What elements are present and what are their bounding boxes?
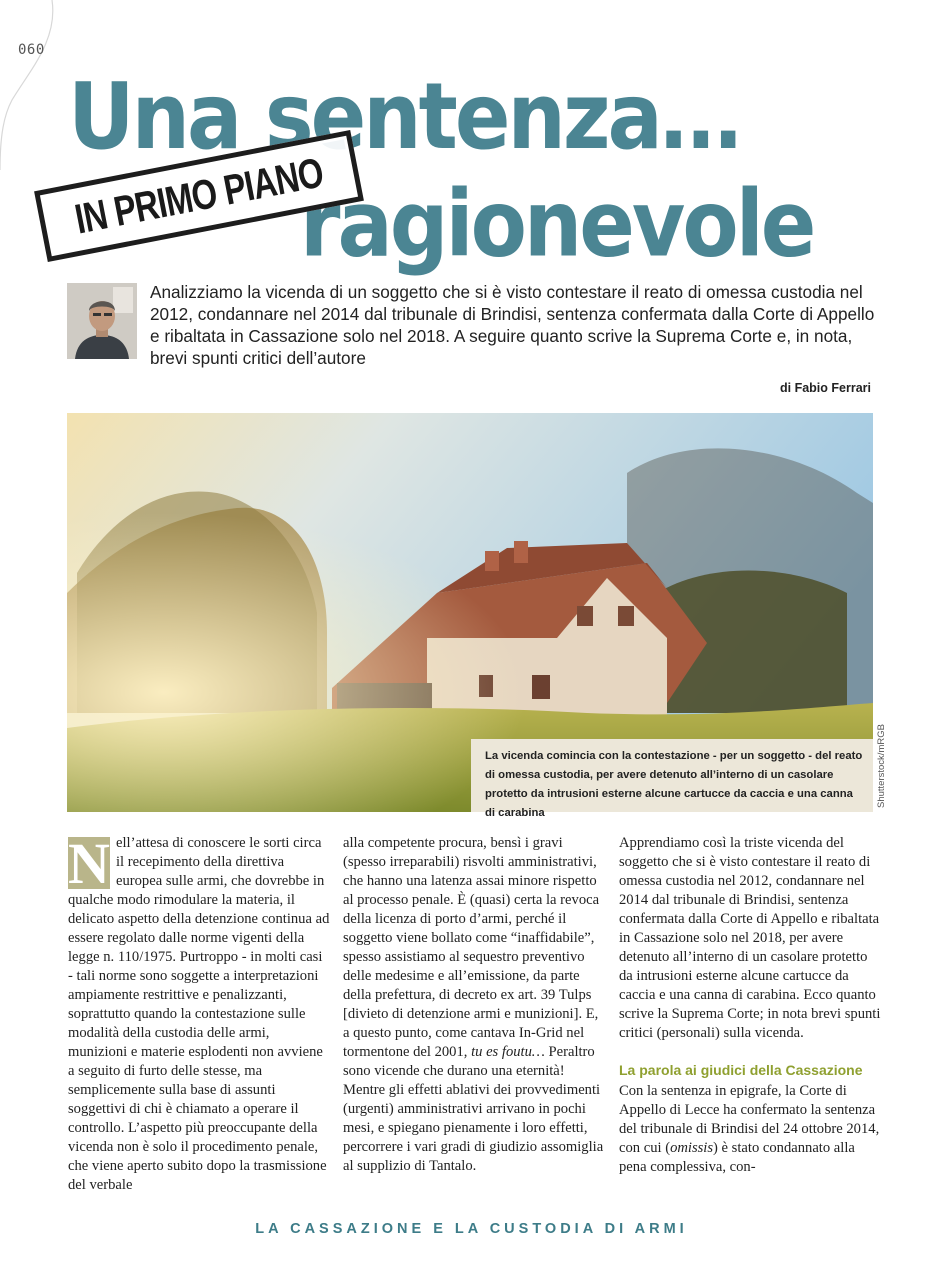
drop-cap: N <box>68 831 110 896</box>
title-line-2: ragionevole <box>300 171 814 278</box>
body-column-2 <box>343 834 605 1176</box>
page-number: 060 <box>18 42 45 58</box>
author-byline: di Fabio Ferrari <box>780 381 871 395</box>
body-paragraph: alla competente procura, bensì i gravi (spesso irreparabili) risvolti amministrativi, che hanno una latenza assai minore rispetto al processo penale. È (quasi) certa la revoca della licenza di porto d’armi, perché il soggetto viene bollato come “inaffidabile”, spesso assistiamo al sequestro preventivo delle medesime e all’emissione, da parte della prefettura, di decreto ex art. 39 Tulps [divieto di detenzione armi e munizioni]. E, a questo punto, come cantava In-Grid nel tormentone del 2001, tu es foutu… Peraltro sono vicende che durano una eternità! Mentre gli effetti ablativi dei provvedimenti (urgenti) amministrativi arrivano in pochi mesi, e spiegano pienamente i loro effetti, percorrere i vari gradi di giudizio assomiglia al supplizio di Tantalo. <box>343 835 604 1174</box>
photo-credit: Shutterstock/mRGB <box>876 724 887 808</box>
body-paragraph: Apprendiamo così la triste vicenda del soggetto che si è visto contestare il reato di omessa custodia nel 2012, condannare nel 2014 dal tribunale di Brindisi, sentenza confermata dalla Corte di Appello e ribaltata in Cassazione solo nel 2018, per avere detenuto all’interno di un casolare protetto da intrusioni esterne alcune cartucce da caccia e una canna di carabina. Ecco quanto scrive la Suprema Corte; in nota brevi spunti critici (personali) sulla vicenda. <box>619 835 881 1041</box>
italic-omissis: omissis <box>670 1140 714 1156</box>
author-portrait <box>67 283 137 359</box>
section-subheading: La parola ai giudici della Cassazione <box>619 1062 863 1078</box>
stamp-label: IN PRIMO PIANO <box>71 148 327 243</box>
body-paragraph: ell’attesa di conoscere le sorti circa il recepimento della direttiva europea sulle armi, che dovrebbe in qualche modo rimodulare la materia, il delicato aspetto della detenzione continua ad essere regolato dalle norme vigenti della legge n. 110/1975. Purtroppo - in molti casi - tali norme sono soggette a interpretazioni ampiamente restrittive e penalizzanti, soprattutto quando la contestazione sulle modalità della custodia delle armi, munizioni e materie esplodenti non avviene a seguito di furto delle stesse, ma semplicemente sulla base di assunti soggettivi di chi è chiamato a operare il controllo. L’aspetto più preoccupante della vicenda non è solo il procedimento penale, che viene aperto subito dopo la trasmissione del verbale <box>68 835 330 1193</box>
body-column-3 <box>619 834 881 1177</box>
running-footer: LA CASSAZIONE E LA CUSTODIA DI ARMI <box>255 1221 688 1237</box>
title-line-1: Una sentenza… <box>68 64 739 171</box>
body-paragraph: Con la sentenza in epigrafe, la Corte di Appello di Lecce ha confermato la sentenza del tribunale di Brindisi del 24 ottobre 2014, con cui (omissis) è stato condannato alla pena complessiva, con- <box>619 1083 880 1175</box>
italic-quote: tu es foutu… <box>471 1044 545 1060</box>
body-column-1 <box>68 831 330 1195</box>
page-corner-curve <box>0 0 70 170</box>
photo-caption: La vicenda comincia con la contestazione - per un soggetto - del reato di omessa custodia, per avere detenuto all’interno di un casolare protetto da intrusioni esterne alcune cartucce da caccia e una canna di carabina <box>471 739 873 812</box>
article-lead: Analizziamo la vicenda di un soggetto che si è visto contestare il reato di omessa custodia nel 2012, condannare nel 2014 dal tribunale di Brindisi, sentenza confermata dalla Corte di Appello e ribaltata in Cassazione solo nel 2018. A seguire quanto scrive la Suprema Corte e, in nota, brevi spunti critici dell’autore <box>150 282 875 368</box>
